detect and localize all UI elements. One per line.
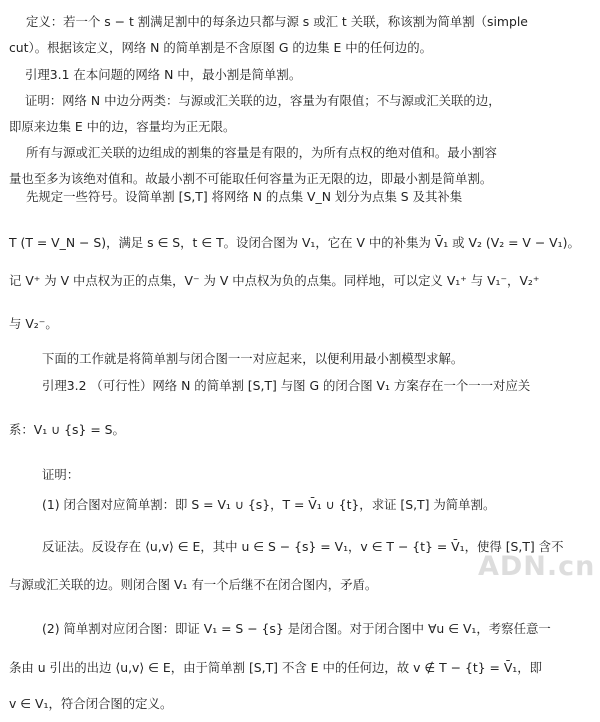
proof-part-2-line-2: 条由 u 引出的出边 ⟨u,v⟩ ∈ E，由于简单割 [S,T] 不含 E 中的任何边，故 v ∉ T − {t} = V̄₁，即 bbox=[9, 660, 543, 675]
proof-part-2-line-3: v ∈ V₁，符合闭合图的定义。 bbox=[9, 696, 173, 711]
notation-line-2: T (T = V_N − S)，满足 s ∈ S，t ∈ T。设闭合图为 V₁，它在 V 中的补集为 V̄₁ 或 V₂ (V₂ = V − V₁)。 bbox=[9, 235, 580, 250]
line-definition-2: cut）。根据该定义，网络 N 的简单割是不含原图 G 的边集 E 中的任何边的。 bbox=[9, 40, 432, 55]
notation-line-1: 先规定一些符号。设简单割 [S,T] 将网络 N 的点集 V_N 划分为点集 S 及其补集 bbox=[26, 189, 463, 204]
lemma-3-2-line-1: 引理3.2 （可行性）网络 N 的简单割 [S,T] 与图 G 的闭合图 V₁ 方案存在一个一一对应关 bbox=[42, 378, 531, 393]
line-definition-1: 定义：若一个 s − t 割满足割中的每条边只都与源 s 或汇 t 关联，称该割为简单割（simple bbox=[26, 14, 528, 29]
proof-line-1: 证明：网络 N 中边分两类：与源或汇关联的边，容量为有限值；不与源或汇关联的边， bbox=[25, 93, 501, 108]
lemma-3-2-line-2: 系：V₁ ∪ {s} = S。 bbox=[9, 422, 125, 437]
notation-line-4: 与 V₂⁻。 bbox=[9, 316, 58, 331]
contradiction-line-2: 与源或汇关联的边。则闭合图 V₁ 有一个后继不在闭合图内，矛盾。 bbox=[9, 577, 378, 592]
proof-part-1: (1) 闭合图对应简单割：即 S = V₁ ∪ {s}，T = V̄₁ ∪ {t}，求证 [S,T] 为简单割。 bbox=[42, 497, 496, 512]
watermark: ADN.cn bbox=[478, 551, 596, 582]
proof-heading: 证明： bbox=[42, 467, 80, 482]
lemma-3-1: 引理3.1 在本问题的网络 N 中，最小割是简单割。 bbox=[25, 67, 302, 82]
paragraph-capacity-2: 量也至多为该绝对值和。故最小割不可能取任何容量为正无限的边，即最小割是简单割。 bbox=[9, 171, 493, 186]
contradiction-line-1: 反证法。反设存在 ⟨u,v⟩ ∈ E，其中 u ∈ S − {s} = V₁，v ∈ T − {t} = V̄₁，使得 [S,T] 含不 bbox=[42, 539, 564, 554]
paragraph-capacity-1: 所有与源或汇关联的边组成的割集的容量是有限的，为所有点权的绝对值和。最小割容 bbox=[26, 145, 497, 160]
notation-line-3: 记 V⁺ 为 V 中点权为正的点集，V⁻ 为 V 中点权为负的点集。同样地，可以定义 V₁⁺ 与 V₁⁻，V₂⁺ bbox=[9, 273, 540, 288]
work-line: 下面的工作就是将简单割与闭合图一一对应起来，以便利用最小割模型求解。 bbox=[42, 351, 464, 366]
proof-line-2: 即原来边集 E 中的边，容量均为正无限。 bbox=[9, 119, 236, 134]
proof-part-2-line-1: (2) 简单割对应闭合图：即证 V₁ = S − {s} 是闭合图。对于闭合图中 ∀u ∈ V₁，考察任意一 bbox=[42, 621, 551, 636]
